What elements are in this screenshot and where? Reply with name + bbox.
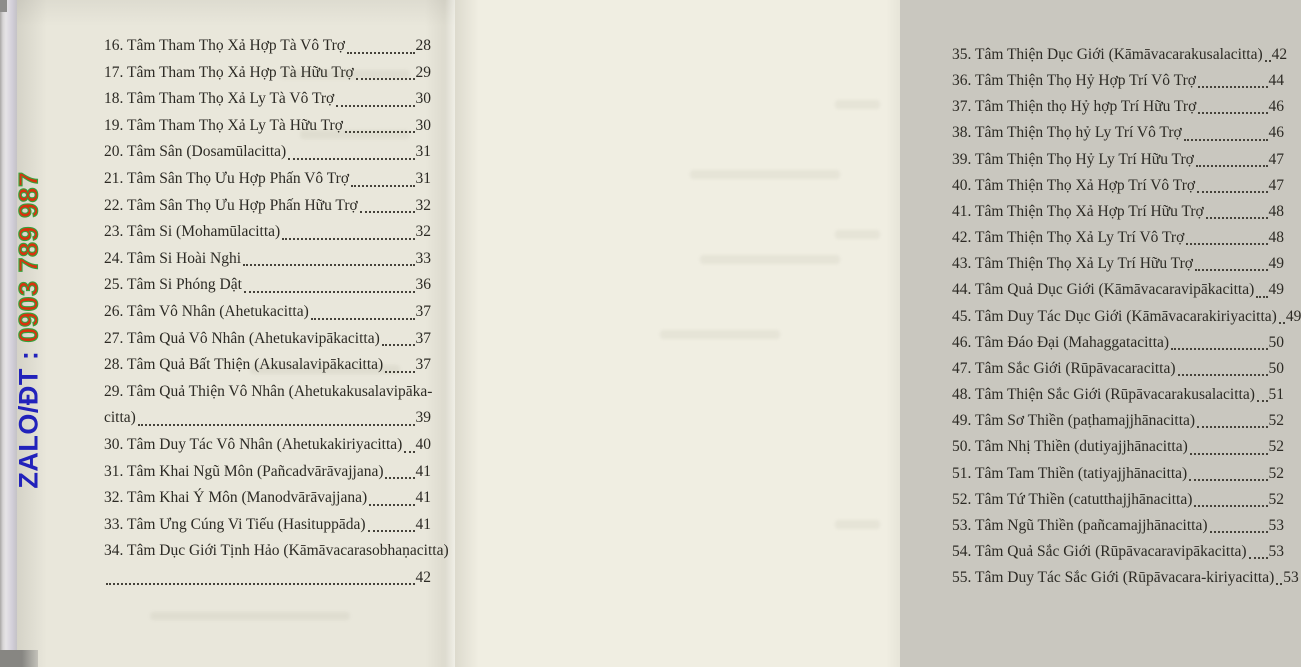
show-through-smudge bbox=[300, 130, 410, 139]
toc-entry bbox=[952, 487, 1284, 513]
toc-entry-text: 45. Tâm Duy Tác Dục Giới (Kāmāvacarakiriyacitta) bbox=[952, 307, 1277, 325]
toc-entry bbox=[952, 304, 1301, 330]
toc-entry-text: 46. Tâm Đáo Đại (Mahaggatacitta) bbox=[952, 333, 1170, 351]
toc-entry-text: 22. Tâm Sân Thọ Ưu Hợp Phấn Hữu Trợ bbox=[104, 196, 358, 214]
toc-entry bbox=[104, 512, 431, 539]
watermark-zalo-label: ZALO/ĐT : bbox=[13, 342, 44, 489]
toc-entry bbox=[104, 193, 431, 220]
page-number: 30 bbox=[415, 90, 431, 108]
toc-entry-text: citta) bbox=[104, 409, 136, 427]
toc-entry-text: 48. Tâm Thiện Sắc Giới (Rūpāvacarakusalacitta) bbox=[952, 386, 1255, 404]
toc-entry-continuation bbox=[104, 565, 431, 592]
toc-entry-text: 18. Tâm Tham Thọ Xả Ly Tà Vô Trợ bbox=[104, 90, 335, 108]
toc-entry-text: 55. Tâm Duy Tác Sắc Giới (Rūpāvacara-kiriyacitta) bbox=[952, 569, 1275, 587]
toc-entry bbox=[104, 139, 431, 166]
dot-leader bbox=[1178, 374, 1268, 376]
page-number: 53 bbox=[1268, 542, 1284, 560]
dot-leader bbox=[1189, 479, 1267, 481]
photo-corner-shadow-top bbox=[0, 0, 7, 12]
toc-entry bbox=[952, 277, 1284, 303]
dot-leader bbox=[311, 318, 415, 320]
toc-entry-text: 42. Tâm Thiện Thọ Xả Ly Trí Vô Trợ bbox=[952, 229, 1185, 247]
left-toc-list bbox=[104, 33, 449, 591]
toc-entry-text: 28. Tâm Quả Bất Thiện (Akusalavipākacitta) bbox=[104, 356, 384, 374]
dot-leader bbox=[1249, 557, 1268, 559]
toc-entry bbox=[104, 246, 431, 273]
watermark bbox=[14, 171, 45, 488]
toc-entry bbox=[104, 33, 431, 60]
toc-entry-text: 19. Tâm Tham Thọ Xả Ly Tà Hữu Trợ bbox=[104, 116, 343, 134]
toc-entry-text: 47. Tâm Sắc Giới (Rūpāvacaracitta) bbox=[952, 359, 1176, 377]
page-number: 41 bbox=[415, 489, 431, 507]
toc-entry bbox=[104, 459, 431, 486]
toc-entry bbox=[952, 173, 1284, 199]
toc-entry bbox=[952, 42, 1288, 68]
page-number: 49 bbox=[1268, 255, 1284, 273]
dot-leader bbox=[1210, 531, 1268, 533]
page-number: 36 bbox=[415, 276, 431, 294]
toc-entry bbox=[104, 379, 431, 406]
dot-leader bbox=[336, 105, 414, 107]
toc-entry bbox=[952, 408, 1284, 434]
toc-entry bbox=[104, 538, 449, 565]
toc-entry-text: 30. Tâm Duy Tác Vô Nhân (Ahetukakiriyacitta) bbox=[104, 435, 403, 453]
show-through-smudge bbox=[250, 365, 400, 374]
toc-entry bbox=[952, 94, 1284, 120]
toc-entry bbox=[952, 225, 1284, 251]
toc-entry-text: 37. Tâm Thiện thọ Hỷ hợp Trí Hữu Trợ bbox=[952, 98, 1197, 116]
dot-leader bbox=[138, 424, 415, 426]
page-number: 48 bbox=[1268, 229, 1284, 247]
toc-entry bbox=[952, 147, 1284, 173]
toc-entry-text: 24. Tâm Si Hoài Nghi bbox=[104, 249, 242, 267]
toc-entry bbox=[952, 356, 1284, 382]
page-number: 47 bbox=[1268, 176, 1284, 194]
show-through-smudge bbox=[660, 330, 780, 339]
page-number: 48 bbox=[1268, 202, 1284, 220]
toc-entry-text: 27. Tâm Quả Vô Nhân (Ahetukavipākacitta) bbox=[104, 329, 380, 347]
toc-entry bbox=[104, 219, 431, 246]
page-number: 50 bbox=[1268, 359, 1284, 377]
toc-entry bbox=[104, 86, 431, 113]
page-number: 31 bbox=[415, 143, 431, 161]
page-number: 52 bbox=[1268, 464, 1284, 482]
page-number: 41 bbox=[415, 462, 431, 480]
page-number: 51 bbox=[1268, 386, 1284, 404]
dot-leader bbox=[1171, 348, 1267, 350]
dot-leader bbox=[1194, 505, 1267, 507]
toc-entry-continuation bbox=[104, 405, 431, 432]
dot-leader bbox=[1279, 322, 1285, 324]
toc-entry bbox=[952, 330, 1284, 356]
toc-entry bbox=[952, 382, 1284, 408]
page-number: 50 bbox=[1268, 333, 1284, 351]
dot-leader bbox=[1186, 243, 1267, 245]
toc-entry-text: 52. Tâm Tứ Thiền (catutthajjhānacitta) bbox=[952, 490, 1193, 508]
watermark-phone-number: 0903 789 987 bbox=[13, 171, 44, 343]
page-number: 49 bbox=[1268, 281, 1284, 299]
dot-leader bbox=[1198, 112, 1267, 114]
page-number: 42 bbox=[1271, 46, 1288, 63]
toc-entry-text: 38. Tâm Thiện Thọ hỷ Ly Trí Vô Trợ bbox=[952, 124, 1182, 142]
toc-entry bbox=[104, 485, 431, 512]
dot-leader bbox=[1206, 217, 1268, 219]
page-number: 33 bbox=[415, 249, 431, 267]
dot-leader bbox=[243, 264, 414, 266]
dot-leader bbox=[1197, 426, 1267, 428]
toc-entry-text: 35. Tâm Thiện Dục Giới (Kāmāvacarakusalacitta) bbox=[952, 46, 1263, 63]
page-number: 44 bbox=[1268, 72, 1284, 90]
page-number: 37 bbox=[415, 302, 431, 320]
right-toc-list bbox=[952, 42, 1301, 591]
dot-leader bbox=[1184, 139, 1268, 141]
toc-entry-text: 40. Tâm Thiện Thọ Xả Hợp Trí Vô Trợ bbox=[952, 176, 1196, 194]
toc-entry-text: 33. Tâm Ưng Cúng Vi Tiếu (Hasituppāda) bbox=[104, 515, 366, 533]
page-number: 28 bbox=[415, 37, 431, 54]
page-number: 41 bbox=[415, 515, 431, 533]
show-through-smudge bbox=[835, 100, 880, 109]
toc-entry-text: 54. Tâm Quả Sắc Giới (Rūpāvacaravipākacitta) bbox=[952, 542, 1247, 560]
dot-leader bbox=[368, 530, 415, 532]
left-page bbox=[17, 0, 455, 667]
toc-entry bbox=[952, 513, 1284, 539]
dot-leader bbox=[347, 52, 414, 54]
page-number: 46 bbox=[1268, 98, 1284, 116]
toc-entry bbox=[104, 166, 431, 193]
toc-entry-text: 26. Tâm Vô Nhân (Ahetukacitta) bbox=[104, 302, 309, 320]
page-number: 30 bbox=[415, 116, 431, 134]
dot-leader bbox=[382, 344, 415, 346]
toc-entry-text: 31. Tâm Khai Ngũ Môn (Pañcadvārāvajjana) bbox=[104, 462, 384, 480]
show-through-smudge bbox=[150, 612, 350, 620]
dot-leader bbox=[404, 451, 414, 453]
page-number: 37 bbox=[415, 356, 431, 374]
show-through-smudge bbox=[835, 520, 880, 529]
dot-leader bbox=[1197, 191, 1267, 193]
dot-leader bbox=[1256, 296, 1267, 298]
dot-leader bbox=[1257, 400, 1268, 402]
toc-entry-text: 49. Tâm Sơ Thiền (paṭhamajjhānacitta) bbox=[952, 412, 1196, 430]
page-number: 52 bbox=[1268, 490, 1284, 508]
toc-entry-text: 36. Tâm Thiện Thọ Hỷ Hợp Trí Vô Trợ bbox=[952, 72, 1196, 90]
toc-entry-text: 23. Tâm Si (Mohamūlacitta) bbox=[104, 223, 281, 241]
toc-entry bbox=[104, 272, 431, 299]
page-number: 39 bbox=[415, 409, 431, 427]
page-number: 53 bbox=[1268, 516, 1284, 534]
toc-entry bbox=[952, 199, 1284, 225]
toc-entry bbox=[952, 539, 1284, 565]
show-through-smudge bbox=[690, 170, 840, 179]
dot-leader bbox=[1190, 453, 1268, 455]
toc-entry-text: 20. Tâm Sân (Dosamūlacitta) bbox=[104, 143, 287, 161]
photo-corner-shadow-bottom bbox=[0, 650, 38, 667]
page-number: 42 bbox=[415, 568, 431, 586]
page-number: 40 bbox=[415, 435, 431, 453]
page-number: 31 bbox=[415, 169, 431, 187]
toc-entry-text: 16. Tâm Tham Thọ Xả Hợp Tà Vô Trợ bbox=[104, 37, 346, 54]
show-through-smudge bbox=[280, 70, 410, 79]
toc-entry-text: 41. Tâm Thiện Thọ Xả Hợp Trí Hữu Trợ bbox=[952, 202, 1204, 220]
toc-entry bbox=[952, 434, 1284, 460]
dot-leader bbox=[385, 477, 414, 479]
show-through-smudge bbox=[700, 255, 840, 264]
toc-entry-text: 25. Tâm Si Phóng Dật bbox=[104, 276, 242, 294]
page-number: 46 bbox=[1268, 124, 1284, 142]
page-number: 32 bbox=[415, 223, 431, 241]
toc-entry bbox=[952, 68, 1284, 94]
dot-leader bbox=[1276, 583, 1282, 585]
page-number: 49 bbox=[1285, 307, 1301, 325]
toc-entry-text: 43. Tâm Thiện Thọ Xả Ly Trí Hữu Trợ bbox=[952, 255, 1193, 273]
toc-entry-text: 53. Tâm Ngũ Thiền (pañcamajjhānacitta) bbox=[952, 516, 1208, 534]
toc-entry bbox=[952, 565, 1299, 591]
page-number: 53 bbox=[1283, 569, 1299, 587]
dot-leader bbox=[1265, 60, 1271, 62]
dot-leader bbox=[282, 238, 414, 240]
toc-entry bbox=[952, 461, 1284, 487]
page-number: 29 bbox=[415, 63, 431, 81]
dot-leader bbox=[288, 158, 414, 160]
toc-entry-text: 32. Tâm Khai Ý Môn (Manodvārāvajjana) bbox=[104, 489, 368, 507]
dot-leader bbox=[369, 504, 414, 506]
show-through-smudge bbox=[835, 230, 880, 239]
dot-leader bbox=[351, 185, 414, 187]
toc-entry bbox=[104, 326, 431, 353]
toc-entry-text: 17. Tâm Tham Thọ Xả Hợp Tà Hữu Trợ bbox=[104, 63, 354, 81]
page-number: 52 bbox=[1268, 412, 1284, 430]
toc-entry bbox=[952, 120, 1284, 146]
toc-entry bbox=[104, 299, 431, 326]
toc-entry-text: 50. Tâm Nhị Thiền (dutiyajjhānacitta) bbox=[952, 438, 1188, 456]
dot-leader bbox=[106, 583, 415, 585]
toc-entry bbox=[952, 251, 1284, 277]
dot-leader bbox=[360, 211, 415, 213]
toc-entry-text: 44. Tâm Quả Dục Giới (Kāmāvacaravipākacitta) bbox=[952, 281, 1255, 299]
dot-leader bbox=[244, 291, 415, 293]
page-number: 37 bbox=[415, 329, 431, 347]
toc-entry-text: 39. Tâm Thiện Thọ Hỷ Ly Trí Hữu Trợ bbox=[952, 150, 1194, 168]
page-number: 32 bbox=[415, 196, 431, 214]
dot-leader bbox=[1196, 165, 1268, 167]
page-number: 47 bbox=[1268, 150, 1284, 168]
toc-entry-text: 21. Tâm Sân Thọ Ưu Hợp Phấn Vô Trợ bbox=[104, 169, 350, 187]
toc-entry-text: 29. Tâm Quả Thiện Vô Nhân (Ahetukakusalavipāka- bbox=[104, 382, 433, 400]
toc-entry bbox=[104, 432, 431, 459]
page-number: 52 bbox=[1268, 438, 1284, 456]
dot-leader bbox=[1198, 86, 1268, 88]
toc-entry-text: 51. Tâm Tam Thiền (tatiyajjhānacitta) bbox=[952, 464, 1188, 482]
toc-entry-text: 34. Tâm Dục Giới Tịnh Hảo (Kāmāvacarasobhaṇacitta) bbox=[104, 542, 449, 560]
dot-leader bbox=[1195, 269, 1268, 271]
